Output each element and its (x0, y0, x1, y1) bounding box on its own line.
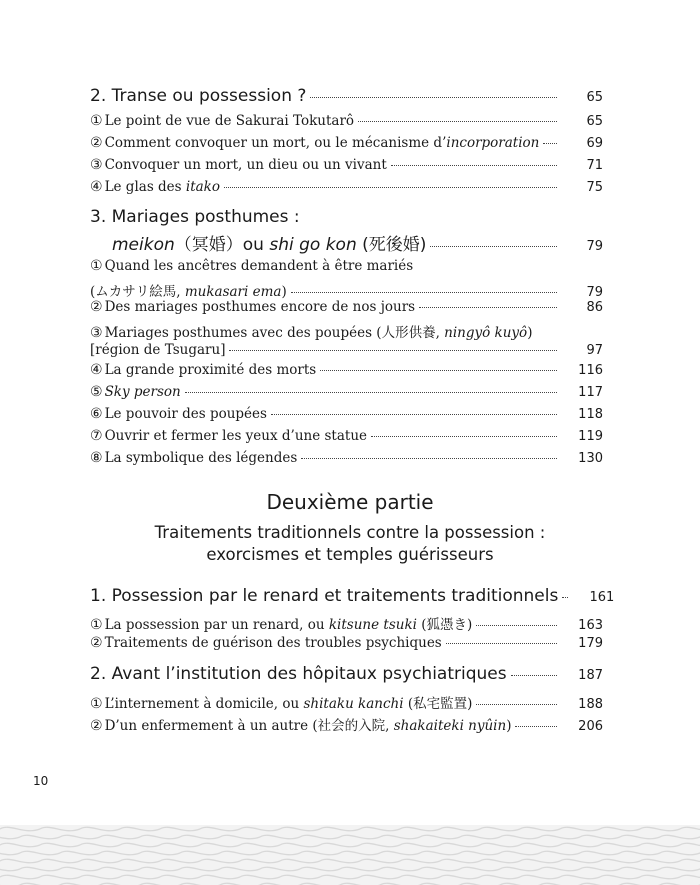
toc-entry-2-4[interactable] (90, 179, 603, 195)
circled-number-marker: ① (90, 617, 103, 633)
toc-page-number: 179 (578, 636, 603, 651)
toc-page-number: 161 (589, 590, 615, 605)
toc-page-number: 206 (578, 719, 603, 734)
toc-entry-italic: shitaku kanchi (303, 696, 404, 712)
toc-entry-2-1[interactable] (90, 113, 603, 129)
toc-entry-text: Le glas des (104, 179, 186, 195)
toc-section-2-title: 2. Transe ou possession ? (90, 86, 307, 106)
circled-number-marker: ⑦ (90, 428, 103, 444)
toc-page-number: 187 (578, 668, 603, 683)
dot-leader (320, 369, 557, 371)
circled-number-marker: ⑧ (90, 450, 103, 466)
dot-leader (476, 703, 557, 705)
toc-entry-2-2[interactable] (90, 135, 603, 151)
toc-entry-3-3-line1[interactable] (90, 321, 532, 341)
toc-section-2[interactable] (90, 86, 603, 106)
toc-page-number: 65 (586, 114, 603, 129)
dot-leader (391, 164, 557, 166)
toc-entry-text: ) (527, 325, 533, 341)
toc-entry-text: Traitements de guérison des troubles psychiques (104, 635, 442, 651)
toc-section-3-kanji-2: (死後婚) (356, 235, 427, 255)
toc-entry-3-4[interactable] (90, 362, 603, 378)
toc-entry-3-5[interactable] (90, 384, 603, 400)
toc-entry-text: L’internement à domicile, ou (104, 696, 304, 712)
dot-leader (446, 642, 557, 644)
toc-entry-italic: mukasari ema (184, 284, 282, 300)
toc-entry-text: Des mariages posthumes encore de nos jours (104, 299, 416, 315)
toc-section-title: 2. Avant l’institution des hôpitaux psychiatriques (90, 664, 507, 684)
toc-page-number: 79 (586, 285, 603, 300)
toc-page-number: 69 (586, 136, 603, 151)
circled-number-marker: ② (90, 299, 103, 315)
dot-leader (371, 435, 557, 437)
toc-entry-3-3[interactable] (90, 342, 603, 358)
circled-number-marker: ② (90, 635, 103, 651)
circled-number-marker: ① (90, 258, 103, 274)
circled-number-marker: ② (90, 718, 103, 734)
wave-line (0, 851, 700, 854)
toc-entry-text: Quand les ancêtres demandent à être mariés (104, 258, 414, 274)
toc-page-number: 75 (586, 180, 603, 195)
toc-page-number: 130 (578, 451, 603, 466)
toc-entry-2-3[interactable] (90, 157, 603, 173)
dot-leader (224, 186, 557, 188)
toc-page-number: 117 (578, 385, 603, 400)
circled-number-marker: ⑥ (90, 406, 103, 422)
page-number: 10 (33, 774, 49, 788)
part-two-title: Deuxième partie (266, 490, 434, 514)
toc-section-3-kanji-1: （冥婚） (174, 235, 243, 255)
toc-entry-text: (ムカサリ絵馬, (90, 284, 185, 300)
toc-page-number: 188 (578, 697, 603, 712)
toc-entry-text: D’un enfermement à un autre (社会的入院, (104, 718, 394, 734)
toc-page-number: 71 (586, 158, 603, 173)
toc-entry-3-8[interactable] (90, 450, 603, 466)
toc-entry-text: Mariages posthumes avec des poupées (人形供養, (104, 325, 445, 341)
toc-page-number: 97 (586, 343, 603, 358)
circled-number-marker: ③ (90, 325, 103, 341)
wave-line (0, 859, 700, 862)
dot-leader (291, 291, 557, 293)
toc-entry-text: Ouvrir et fermer les yeux d’une statue (104, 428, 368, 444)
circled-number-marker: ① (90, 113, 103, 129)
toc-entry-3-1-line1[interactable] (90, 258, 413, 274)
dot-leader (515, 725, 557, 727)
toc-entry-italic: itako (185, 179, 220, 195)
dot-leader (476, 624, 557, 626)
wave-pattern-icon (0, 825, 700, 885)
toc-entry-text: Le point de vue de Sakurai Tokutarô (104, 113, 355, 129)
dot-leader (358, 120, 557, 122)
toc-section-title: 1. Possession par le renard et traitements traditionnels (90, 586, 559, 606)
toc-entry-text: La grande proximité des morts (104, 362, 317, 378)
toc-page-number: 86 (586, 300, 603, 315)
toc-part2-entry-2-1[interactable] (90, 692, 603, 712)
dot-leader (185, 391, 557, 393)
circled-number-marker: ② (90, 135, 103, 151)
wave-line (0, 843, 700, 846)
dot-leader (562, 596, 568, 598)
part-two-subtitle-line2: exorcismes et temples guérisseurs (206, 545, 494, 564)
toc-entry-text: ) (506, 718, 512, 734)
toc-entry-text: La possession par un renard, ou (104, 617, 329, 633)
toc-part2-section-1[interactable] (90, 586, 615, 606)
toc-entry-italic: ningyô kuyô (444, 325, 528, 341)
wave-line (0, 827, 700, 830)
toc-page-number: 116 (578, 363, 603, 378)
toc-entry-3-6[interactable] (90, 406, 603, 422)
toc-entry-italic: shakaiteki nyûin (393, 718, 507, 734)
toc-entry-text: La symbolique des légendes (104, 450, 298, 466)
dot-leader (511, 674, 557, 676)
toc-entry-text: [région de Tsugaru] (90, 342, 226, 358)
toc-entry-text: (狐憑き) (416, 617, 473, 633)
dot-leader (271, 413, 557, 415)
toc-entry-text: Le pouvoir des poupées (104, 406, 267, 422)
part-two-subtitle-line1: Traitements traditionnels contre la possession : (154, 523, 546, 542)
toc-page-number: 119 (578, 429, 603, 444)
toc-page-number: 79 (586, 239, 603, 254)
circled-number-marker: ③ (90, 157, 103, 173)
dot-leader (301, 457, 557, 459)
dot-leader (229, 349, 557, 351)
toc-part2-entry-2-2[interactable] (90, 714, 603, 734)
toc-entry-italic: incorporation (446, 135, 540, 151)
wave-line (0, 867, 700, 870)
circled-number-marker: ① (90, 696, 103, 712)
toc-entry-3-1[interactable] (90, 280, 603, 300)
toc-entry-3-2[interactable] (90, 299, 603, 315)
toc-entry-text: Comment convoquer un mort, ou le mécanisme d’ (104, 135, 447, 151)
toc-section-3-italic-meikon: meikon (112, 235, 175, 255)
dot-leader (419, 306, 557, 308)
toc-page-number: 65 (586, 90, 603, 105)
toc-part2-section-2[interactable] (90, 664, 603, 684)
toc-section-3[interactable] (112, 230, 603, 255)
circled-number-marker: ④ (90, 362, 103, 378)
wave-line (0, 835, 700, 838)
toc-entry-text: ) (281, 284, 287, 300)
decorative-wave-pattern (0, 825, 700, 885)
toc-entry-text: (私宅監置) (403, 696, 473, 712)
wave-line (0, 875, 700, 878)
toc-section-3-text-or: ou (242, 235, 270, 255)
toc-section-3-title-line1[interactable]: 3. Mariages posthumes : (90, 207, 300, 227)
toc-part2-entry-1-2[interactable] (90, 635, 603, 651)
dot-leader (543, 142, 557, 144)
dot-leader (430, 245, 557, 247)
toc-page-number: 118 (578, 407, 603, 422)
part-two-subtitle (0, 522, 700, 566)
toc-entry-text: Convoquer un mort, un dieu ou un vivant (104, 157, 387, 173)
circled-number-marker: ④ (90, 179, 103, 195)
toc-part2-entry-1-1[interactable] (90, 613, 603, 633)
toc-section-3-italic-shigokon: shi go kon (269, 235, 357, 255)
toc-entry-italic: Sky person (104, 384, 181, 400)
toc-entry-3-7[interactable] (90, 428, 603, 444)
circled-number-marker: ⑤ (90, 384, 103, 400)
toc-entry-italic: kitsune tsuki (328, 617, 417, 633)
dot-leader (310, 96, 557, 98)
toc-page-number: 163 (578, 618, 603, 633)
